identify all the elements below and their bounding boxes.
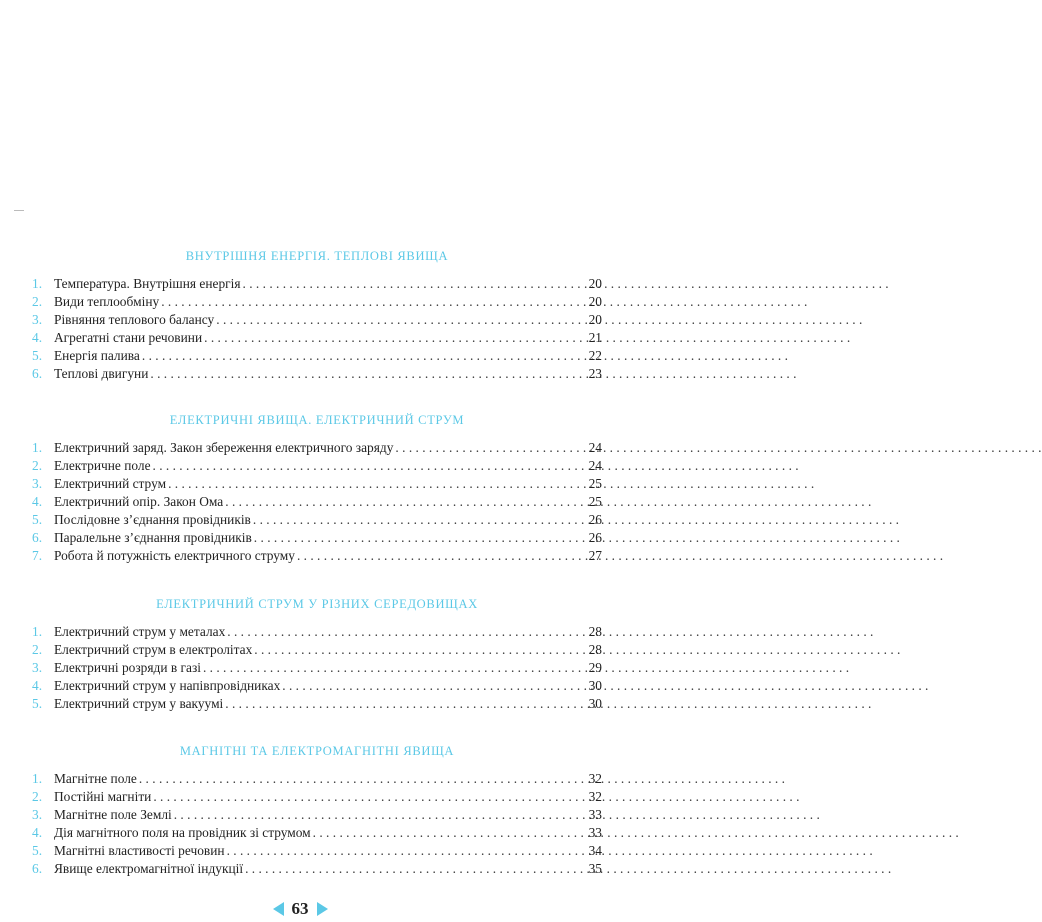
section-title: МАГНІТНІ ТА ЕЛЕКТРОМАГНІТНІ ЯВИЩА <box>179 744 455 758</box>
entry-number: 3. <box>32 660 43 675</box>
section-magnetic <box>32 742 602 878</box>
entry-number: 5. <box>32 512 43 527</box>
dot-leader <box>142 347 587 365</box>
toc-entry[interactable] <box>32 293 602 311</box>
dot-leader <box>216 311 586 329</box>
entry-page: 26 <box>588 530 602 545</box>
entry-title: Види теплообміну <box>54 294 160 309</box>
dot-leader <box>313 824 587 842</box>
entry-page: 28 <box>588 624 602 639</box>
entry-page: 30 <box>588 678 602 693</box>
entry-number: 1. <box>32 276 43 291</box>
toc-entry[interactable] <box>32 842 602 860</box>
margin-mark <box>14 210 24 211</box>
dot-leader <box>161 293 586 311</box>
entry-number: 4. <box>32 494 43 509</box>
toc-entry[interactable] <box>32 788 602 806</box>
toc-entry[interactable] <box>32 770 602 788</box>
entry-title: Температура. Внутрішня енергія <box>54 276 241 291</box>
entry-number: 6. <box>32 530 43 545</box>
entry-number: 1. <box>32 440 43 455</box>
toc-entry[interactable] <box>32 329 602 347</box>
toc-entry[interactable] <box>32 641 602 659</box>
dot-leader <box>204 329 586 347</box>
entry-page: 33 <box>588 825 602 840</box>
page-number: 63 <box>291 899 309 918</box>
entry-page: 27 <box>588 548 602 563</box>
entry-page: 20 <box>588 312 602 327</box>
entry-title: Електричний струм у напівпровідниках <box>54 678 281 693</box>
dot-leader <box>225 493 586 511</box>
entry-title: Магнітне поле <box>54 771 137 786</box>
dot-leader <box>254 529 587 547</box>
section-title: ЕЛЕКТРИЧНИЙ СТРУМ У РІЗНИХ СЕРЕДОВИЩАХ <box>156 597 478 611</box>
toc-entry[interactable] <box>32 695 602 713</box>
section-electric <box>32 411 602 565</box>
entry-page: 33 <box>588 807 602 822</box>
dot-leader <box>150 365 586 383</box>
entry-number: 7. <box>32 548 43 563</box>
toc-entry[interactable] <box>32 511 602 529</box>
dot-leader <box>245 860 587 878</box>
toc-entry[interactable] <box>32 806 602 824</box>
triangle-left-icon <box>273 902 284 916</box>
entry-number: 3. <box>32 476 43 491</box>
dot-leader <box>254 641 586 659</box>
triangle-right-icon <box>317 902 328 916</box>
entry-page: 32 <box>588 771 602 786</box>
toc-entry[interactable] <box>32 311 602 329</box>
entry-page: 25 <box>588 494 602 509</box>
entry-number: 1. <box>32 771 43 786</box>
entry-title: Теплові двигуни <box>54 366 149 381</box>
entry-number: 6. <box>32 366 43 381</box>
toc-entry[interactable] <box>32 493 602 511</box>
entry-title: Електричний струм в електролітах <box>54 642 253 657</box>
toc-entry[interactable] <box>32 677 602 695</box>
dot-leader <box>225 695 586 713</box>
entry-page: 28 <box>588 642 602 657</box>
dot-leader <box>227 842 587 860</box>
entry-title: Електричний опір. Закон Ома <box>54 494 224 509</box>
entry-title: Електричний струм <box>54 476 167 491</box>
entry-page: 32 <box>588 789 602 804</box>
toc-entry[interactable] <box>32 860 602 878</box>
entry-title: Явище електромагнітної індукції <box>54 861 244 876</box>
entry-page: 22 <box>588 348 602 363</box>
section-items <box>32 275 602 383</box>
dot-leader <box>253 511 587 529</box>
toc-entry[interactable] <box>32 365 602 383</box>
entry-title: Енергія палива <box>54 348 140 363</box>
entry-title: Електричне поле <box>54 458 151 473</box>
entry-number: 5. <box>32 696 43 711</box>
toc-entry[interactable] <box>32 275 602 293</box>
entry-number: 2. <box>32 642 43 657</box>
entry-title: Рівняння теплового балансу <box>54 312 215 327</box>
section-thermal <box>32 247 602 383</box>
entry-number: 2. <box>32 458 43 473</box>
dot-leader <box>297 547 587 565</box>
section-title: ВНУТРІШНЯ ЕНЕРГІЯ. ТЕПЛОВІ ЯВИЩА <box>185 249 449 263</box>
entry-number: 5. <box>32 843 43 858</box>
dot-leader <box>153 457 587 475</box>
dot-leader <box>203 659 587 677</box>
dot-leader <box>174 806 587 824</box>
entry-number: 4. <box>32 825 43 840</box>
section-title: ЕЛЕКТРИЧНІ ЯВИЩА. ЕЛЕКТРИЧНИЙ СТРУМ <box>169 413 465 427</box>
entry-page: 30 <box>588 696 602 711</box>
entry-page: 23 <box>588 366 602 381</box>
entry-title: Паралельне з’єднання провідників <box>54 530 252 545</box>
toc-entry[interactable] <box>32 824 602 842</box>
entry-title: Електричні розряди в газі <box>54 660 201 675</box>
entry-page: 34 <box>588 843 602 858</box>
dot-leader <box>168 475 587 493</box>
entry-title: Електричний струм у вакуумі <box>54 696 224 711</box>
dot-leader <box>227 623 586 641</box>
entry-page: 29 <box>588 660 602 675</box>
toc-entry[interactable] <box>32 529 602 547</box>
entry-number: 2. <box>32 294 43 309</box>
dot-leader <box>395 439 586 457</box>
entry-title: Постійні магніти <box>54 789 152 804</box>
entry-number: 2. <box>32 789 43 804</box>
toc-entry[interactable] <box>32 457 602 475</box>
entry-number: 1. <box>32 624 43 639</box>
entry-title: Електричний заряд. Закон збереження електричного заряду <box>54 440 394 455</box>
entry-page: 25 <box>588 476 602 491</box>
toc-entry[interactable] <box>32 659 602 677</box>
entry-page: 21 <box>588 330 602 345</box>
toc-entry[interactable] <box>32 475 602 493</box>
entry-page: 20 <box>588 294 602 309</box>
entry-page: 35 <box>588 861 602 876</box>
dot-leader <box>282 677 586 695</box>
section-items <box>32 439 602 565</box>
entry-title: Електричний струм у металах <box>54 624 226 639</box>
entry-title: Магнітні властивості речовин <box>54 843 225 858</box>
entry-number: 3. <box>32 807 43 822</box>
toc-entry[interactable] <box>32 347 602 365</box>
entry-number: 4. <box>32 678 43 693</box>
entry-number: 4. <box>32 330 43 345</box>
entry-title: Дія магнітного поля на провідник зі струмом <box>54 825 311 840</box>
dot-leader <box>243 275 587 293</box>
dot-leader <box>153 788 586 806</box>
toc-entry[interactable] <box>32 623 602 641</box>
entry-page: 24 <box>588 440 602 455</box>
entry-title: Робота й потужність електричного струму <box>54 548 295 563</box>
entry-number: 5. <box>32 348 43 363</box>
entry-page: 20 <box>588 276 602 291</box>
section-media <box>32 595 602 713</box>
page-footer <box>0 898 600 920</box>
entry-title: Агрегатні стани речовини <box>54 330 203 345</box>
entry-number: 3. <box>32 312 43 327</box>
dot-leader <box>139 770 587 788</box>
section-items <box>32 623 602 713</box>
entry-page: 26 <box>588 512 602 527</box>
entry-title: Магнітне поле Землі <box>54 807 172 822</box>
toc-entry[interactable] <box>32 439 602 457</box>
toc-entry[interactable] <box>32 547 602 565</box>
entry-number: 6. <box>32 861 43 876</box>
entry-title: Послідовне з’єднання провідників <box>54 512 251 527</box>
entry-page: 24 <box>588 458 602 473</box>
section-items <box>32 770 602 878</box>
